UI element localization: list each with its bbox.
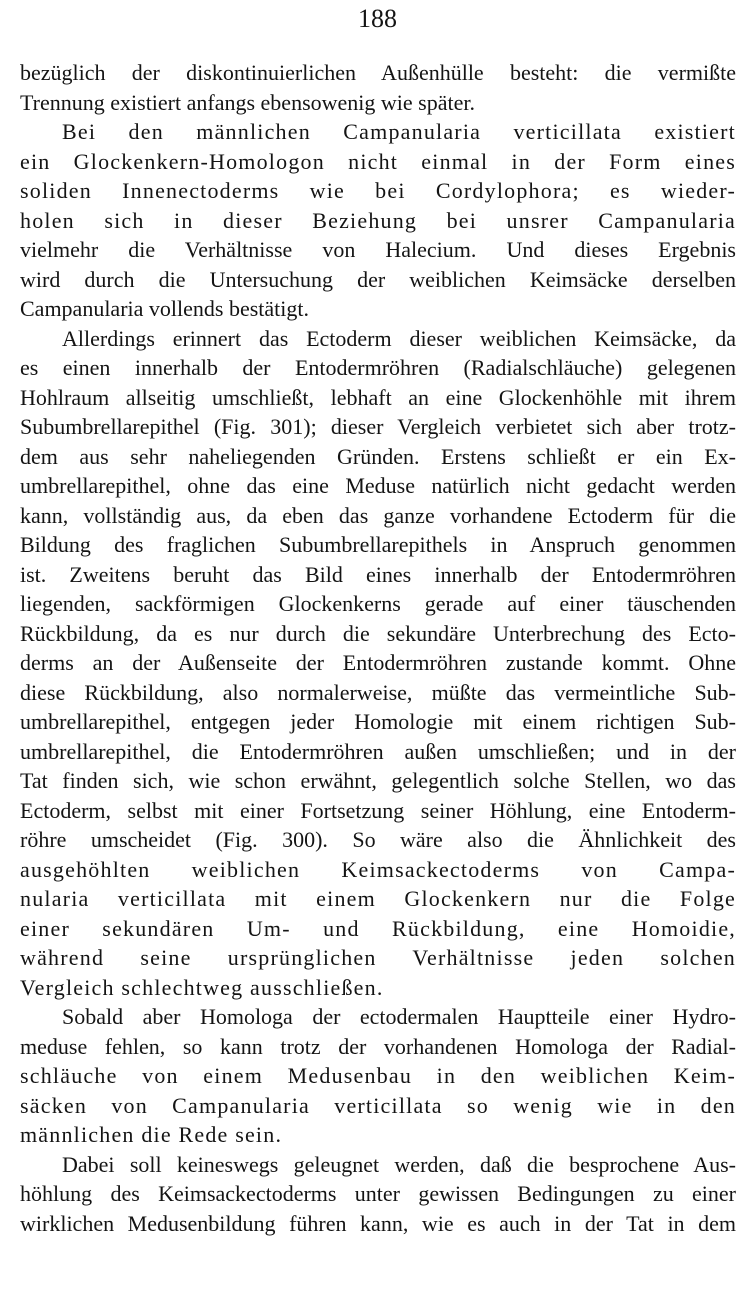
text-line: wird durch die Untersuchung der weiblichen Keimsäcke derselben <box>20 266 736 292</box>
text-line: holen sich in dieser Beziehung bei unsrer Campanularia <box>20 207 736 233</box>
text-line: kann, vollständig aus, da eben das ganze vorhandene Ectoderm für die <box>20 502 736 528</box>
text-line: meduse fehlen, so kann trotz der vorhandenen Homologa der Radial- <box>20 1033 736 1059</box>
text-line: Tat finden sich, wie schon erwähnt, gelegentlich solche Stellen, wo das <box>20 768 736 793</box>
text-line: umbrellarepithel, entgegen jeder Homologie mit einem richtigen Sub- <box>20 709 736 734</box>
text-line: bezüglich der diskontinuierlichen Außenhülle besteht: die vermißte <box>20 60 736 85</box>
text-line: männlichen die Rede sein. <box>20 1122 283 1147</box>
text-line: höhlung des Keimsackectoderms unter gewissen Bedingungen zu einer <box>20 1181 736 1206</box>
text-line: Rückbildung, da es nur durch die sekundäre Unterbrechung des Ecto- <box>20 620 736 646</box>
text-line: liegenden, sackförmigen Glockenkerns gerade auf einer täuschenden <box>20 591 736 616</box>
text-line: umbrellarepithel, die Entodermröhren außen umschließen; und in der <box>20 738 736 764</box>
text-line: soliden Innenectoderms wie bei Cordylophora; es wieder- <box>20 178 736 203</box>
text-line: vielmehr die Verhältnisse von Halecium. Und dieses Ergebnis <box>20 237 736 262</box>
text-line: während seine ursprünglichen Verhältnisse jeden solchen <box>20 945 736 970</box>
text-line: ist. Zweitens beruht das Bild eines innerhalb der Entodermröhren <box>20 561 736 587</box>
text-line: diese Rückbildung, also normalerweise, müßte das vermeintliche Sub- <box>20 679 736 705</box>
text-line: umbrellarepithel, ohne das eine Meduse natürlich nicht gedacht werden <box>20 473 736 498</box>
text-line: schläuche von einem Medusenbau in den weiblichen Keim- <box>20 1063 736 1088</box>
page-number: 188 <box>358 4 397 33</box>
text-line: nularia verticillata mit einem Glockenkern nur die Folge <box>20 886 736 911</box>
text-line: ein Glockenkern-Homologon nicht einmal in der Form eines <box>20 148 736 174</box>
text-line: Trennung existiert anfangs ebensowenig wie später. <box>20 89 475 115</box>
text-line: Sobald aber Homologa der ectodermalen Hauptteile einer Hydro- <box>62 1004 736 1029</box>
text-line: derms an der Außenseite der Entodermröhren zustande kommt. Ohne <box>20 650 736 675</box>
text-line: Campanularia vollends bestätigt. <box>20 296 309 321</box>
text-line: Bildung des fraglichen Subumbrellarepithels in Anspruch genommen <box>20 532 736 557</box>
text-line: dem aus sehr naheliegenden Gründen. Erstens schließt er ein Ex- <box>20 443 736 469</box>
text-line: Ectoderm, selbst mit einer Fortsetzung seiner Höhlung, eine Entoderm- <box>20 797 736 823</box>
text-line: röhre umscheidet (Fig. 300). So wäre also die Ähnlichkeit des <box>20 827 736 852</box>
text-line: Vergleich schlechtweg ausschließen. <box>20 974 384 1000</box>
text-line: ausgehöhlten weiblichen Keimsackectoderms von Campa- <box>20 856 736 882</box>
text-line: einer sekundären Um- und Rückbildung, eine Homoidie, <box>20 915 736 941</box>
text-line: Dabei soll keineswegs geleugnet werden, daß die besprochene Aus- <box>62 1151 736 1177</box>
text-line: Allerdings erinnert das Ectoderm dieser weiblichen Keimsäcke, da <box>62 325 736 351</box>
body-text <box>20 58 736 1238</box>
text-line: Bei den männlichen Campanularia verticillata existiert <box>62 119 736 144</box>
text-line: Hohlraum allseitig umschließt, lebhaft an eine Glockenhöhle mit ihrem <box>20 384 736 410</box>
text-line: Subumbrellarepithel (Fig. 301); dieser Vergleich verbietet sich aber trotz- <box>20 414 736 439</box>
text-line: säcken von Campanularia verticillata so wenig wie in den <box>20 1092 736 1118</box>
text-line: wirklichen Medusenbildung führen kann, wie es auch in der Tat in dem <box>20 1210 736 1236</box>
text-line: es einen innerhalb der Entodermröhren (Radialschläuche) gelegenen <box>20 355 736 380</box>
